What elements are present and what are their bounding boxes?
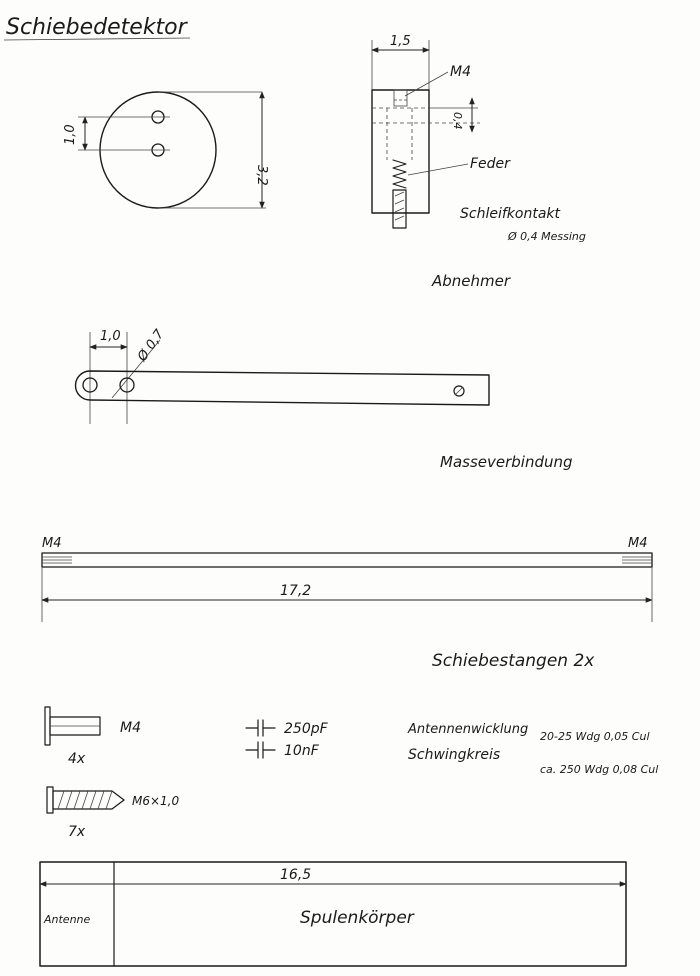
bolt-thread: [58, 791, 112, 809]
rods-section: [42, 536, 652, 671]
coil-1-spec: 20-25 Wdg 0,05 Cul: [540, 730, 650, 743]
detector-front-view: [63, 92, 269, 208]
bolt-qty: 7x: [68, 824, 86, 840]
spring-leader: [408, 164, 468, 175]
dim-small: 0,4: [451, 112, 464, 130]
rod-thread-left: M4: [42, 536, 62, 551]
screw-head: [45, 707, 50, 745]
antenna-label: Antenne: [44, 913, 91, 926]
threaded-hole: [394, 90, 407, 106]
pickup-dim-spacing: 1,0: [100, 329, 121, 344]
rod-length: 17,2: [280, 583, 312, 599]
capacitor-2: 10nF: [284, 743, 319, 759]
contact-hatching: [395, 192, 404, 220]
spring-label: Feder: [470, 156, 510, 172]
coil-former-length: 16,5: [280, 867, 312, 883]
pickup-title: Abnehmer: [432, 272, 511, 290]
capacitor-1: 250pF: [284, 721, 328, 737]
detector-body: [372, 90, 429, 213]
pickup-hole-3-slash: [455, 387, 463, 395]
screw-thread: M4: [120, 720, 141, 736]
detector-side-view: [372, 34, 586, 243]
spring: [393, 160, 406, 188]
pickup-dim-hole: Ø 0,7: [134, 326, 168, 365]
coil-1-name: Antennenwicklung: [408, 722, 529, 737]
pickup-arm: [76, 371, 490, 405]
rods-title: Schiebestangen 2x: [432, 651, 595, 671]
dim-hole-spacing: 1,0: [63, 124, 78, 145]
bolt-thread-label: M6×1,0: [132, 794, 180, 808]
bolt-head: [47, 787, 53, 813]
coil-2-name: Schwingkreis: [408, 747, 501, 763]
dim-diameter: 3,2: [254, 165, 269, 186]
slide-rod: [42, 553, 652, 567]
title: Schiebedetektor: [6, 15, 187, 40]
coil-former-section: [40, 862, 626, 966]
coil-former-label: Spulenkörper: [300, 908, 414, 928]
coil-2-spec: ca. 250 Wdg 0,08 Cul: [540, 763, 659, 776]
rod-thread-hatch-left: [42, 557, 72, 563]
thread-label: M4: [450, 64, 471, 80]
capacitor-1-icon: [246, 720, 275, 736]
contact-label: Schleifkontakt: [460, 206, 560, 222]
capacitor-2-icon: [246, 742, 275, 758]
rod-thread-hatch-right: [622, 557, 652, 563]
contact-spec: Ø 0,4 Messing: [508, 230, 586, 243]
pickup-section: [76, 272, 511, 424]
thread-leader: [405, 72, 448, 96]
ground-title: Masseverbindung: [440, 453, 573, 471]
bolt-shank: [53, 791, 124, 809]
screw-qty: 4x: [68, 751, 86, 767]
rod-thread-right: M4: [628, 536, 648, 551]
dim-width: 1,5: [390, 34, 411, 49]
parts-section: [45, 707, 658, 840]
